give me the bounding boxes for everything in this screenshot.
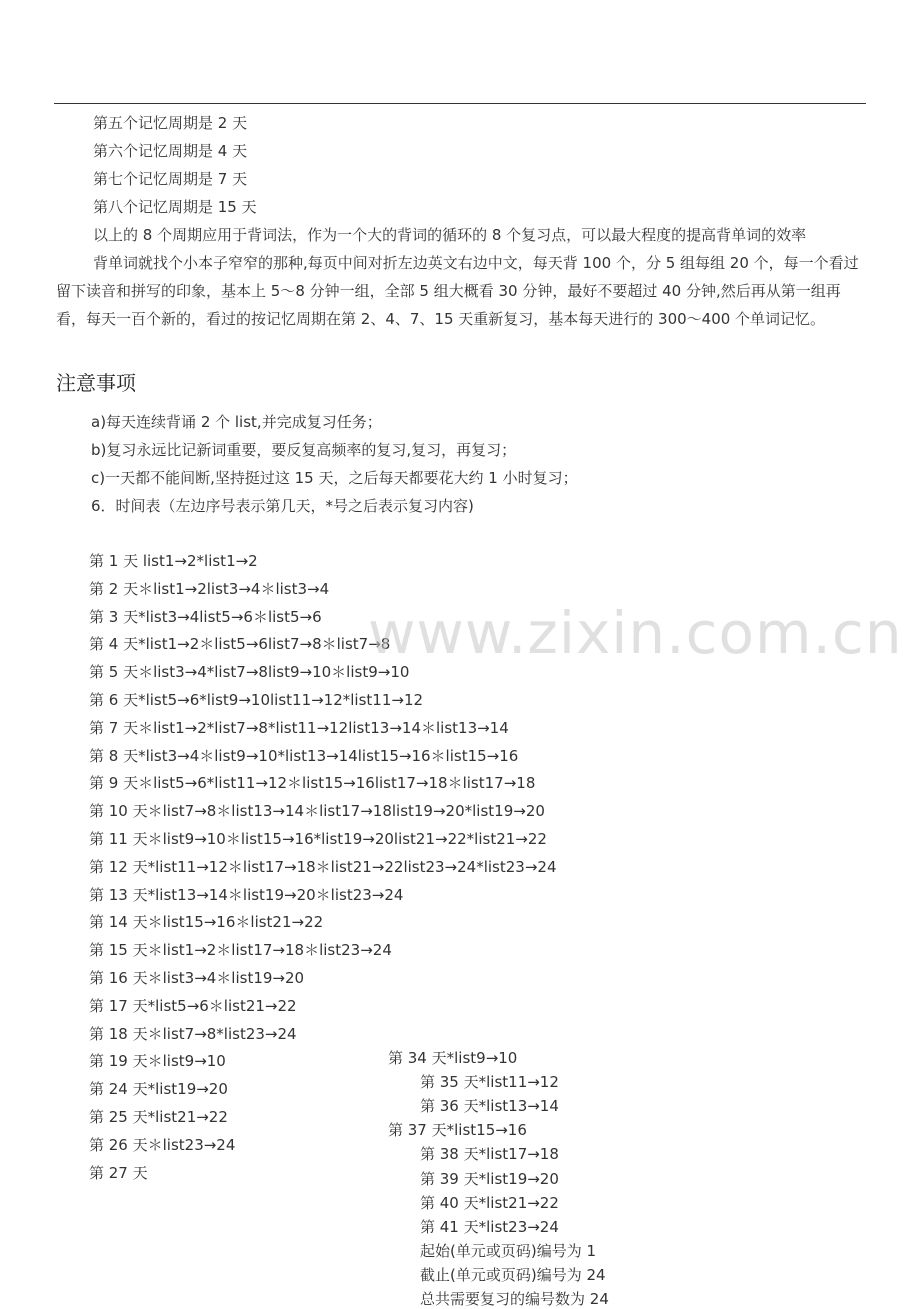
schedule-day-item: 第 19 天＊list9→10 (89, 1052, 226, 1071)
schedule-day-item: 第 27 天 (89, 1163, 148, 1182)
schedule-day-item: 第 11 天＊list9→10＊list15→16*list19→20list21→22*list21→22 (89, 830, 547, 848)
cycle-line: 第五个记忆周期是 2 天 (93, 114, 248, 132)
schedule-day-item: 第 41 天*list23→24 (420, 1217, 559, 1236)
schedule-day-item: 第 38 天*list17→18 (420, 1145, 559, 1164)
schedule-day-item: 第 24 天*list19→20 (89, 1080, 228, 1099)
section-heading: 注意事项 (56, 371, 136, 395)
schedule-day-item: 第 36 天*list13→14 (420, 1097, 559, 1116)
schedule-day-item: 第 12 天*list11→12＊list17→18＊list21→22list23→24*list23→24 (89, 857, 557, 876)
schedule-day-item: 第 9 天＊list5→6*list11→12＊list15→16list17→18＊list17→18 (89, 774, 536, 793)
schedule-day-item: 第 37 天*list15→16 (388, 1121, 527, 1140)
schedule-day-item: 第 10 天＊list7→8＊list13→14＊list17→18list19→20*list19→20 (89, 802, 545, 821)
schedule-day-item: 第 7 天＊list1→2*list7→8*list11→12list13→14＊list13→14 (89, 718, 509, 737)
schedule-day-item: 总共需要复习的编号数为 24 (420, 1290, 609, 1308)
schedule-day-item: 第 15 天＊list1→2＊list17→18＊list23→24 (89, 941, 392, 960)
schedule-day-item: 第 1 天 list1→2*list1→2 (89, 552, 258, 570)
cycle-line: 第八个记忆周期是 15 天 (93, 198, 257, 216)
cycle-line: 第七个记忆周期是 7 天 (93, 170, 248, 188)
schedule-day-item: 第 3 天*list3→4list5→6＊list5→6 (89, 607, 322, 626)
schedule-day-item: 第 34 天*list9→10 (388, 1049, 518, 1067)
note-item: c)一天都不能间断,坚持挺过这 15 天，之后每天都要花大约 1 小时复习； (91, 469, 578, 487)
schedule-day-item: 第 13 天*list13→14＊list19→20＊list23→24 (89, 885, 404, 904)
schedule-day-item: 第 14 天＊list15→16＊list21→22 (89, 913, 324, 932)
schedule-day-item: 第 8 天*list3→4＊list9→10*list13→14list15→16＊list15→16 (89, 746, 519, 765)
note-item: b)复习永远比记新词重要，要反复高频率的复习,复习，再复习； (91, 441, 517, 459)
note-item: a)每天连续背诵 2 个 list,并完成复习任务； (91, 413, 382, 431)
schedule-day-item: 第 5 天＊list3→4*list7→8list9→10＊list9→10 (89, 663, 410, 682)
paragraph-summary: 以上的 8 个周期应用于背词法，作为一个大的背词的循环的 8 个复习点，可以最大程度的提高背单词的效率 (93, 226, 807, 244)
schedule-day-item: 截止(单元或页码)编号为 24 (420, 1265, 606, 1284)
schedule-day-item: 第 18 天＊list7→8*list23→24 (89, 1024, 297, 1043)
schedule-day-item: 第 6 天*list5→6*list9→10list11→12*list11→12 (89, 691, 424, 709)
header-rule (54, 103, 866, 104)
schedule-day-item: 第 2 天＊list1→2list3→4＊list3→4 (89, 579, 330, 598)
note-item: 6．时间表（左边序号表示第几天，*号之后表示复习内容) (91, 497, 474, 515)
schedule-day-item: 第 25 天*list21→22 (89, 1108, 228, 1126)
paragraph-method: 背单词就找个小本子窄窄的那种,每页中间对折左边英文右边中文，每天背 100 个，分 5 组每组 20 个，每一个看过留下读音和拼写的印象，基本上 5～8 分钟一组，全部 5 组大概看 30 分钟，最好不要超过 40 分钟,然后再从第一组再看，每天一百个新的，看过的按记忆周期在第 2、4、7、15 天重新复习，基本每天进行的 300～400 个单词记忆。 (56, 254, 859, 328)
schedule-day-item: 第 35 天*list11→12 (420, 1073, 559, 1092)
schedule-day-item: 起始(单元或页码)编号为 1 (420, 1241, 597, 1260)
schedule-day-item: 第 16 天＊list3→4＊list19→20 (89, 969, 305, 987)
schedule-day-item: 第 40 天*list21→22 (420, 1193, 559, 1212)
watermark: www.zixin.com.cn (368, 599, 903, 667)
schedule-day-item: 第 17 天*list5→6＊list21→22 (89, 996, 297, 1015)
schedule-day-item: 第 26 天＊list23→24 (89, 1135, 236, 1154)
schedule-day-item: 第 4 天*list1→2＊list5→6list7→8＊list7→8 (89, 635, 391, 654)
cycle-line: 第六个记忆周期是 4 天 (93, 142, 248, 160)
schedule-day-item: 第 39 天*list19→20 (420, 1169, 559, 1188)
